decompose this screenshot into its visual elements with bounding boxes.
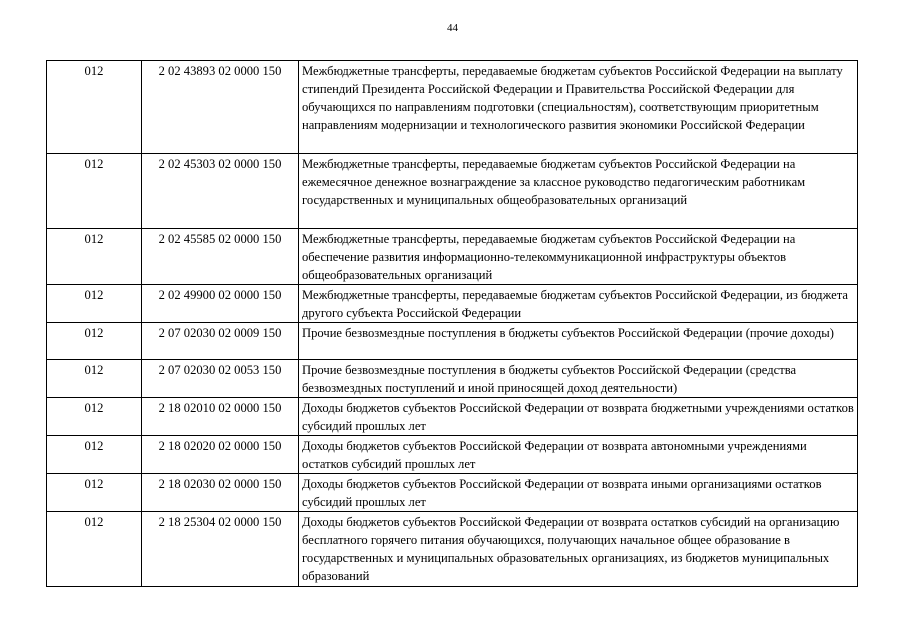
admin-code-cell: 012	[47, 285, 142, 323]
description-cell: Межбюджетные трансферты, передаваемые бюджетам субъектов Российской Федерации на выплату стипендий Президента Российской Федерации и Правительства Российской Федерации для обучающихся по направлениям подготовки (специальностям), соответствующим приоритетным направлениям модернизации и технологического развития экономики Российской Федерации	[299, 61, 858, 154]
table-row	[47, 323, 858, 360]
admin-code-cell: 012	[47, 61, 142, 154]
description-cell: Доходы бюджетов субъектов Российской Федерации от возврата остатков субсидий на организацию бесплатного горячего питания обучающихся, получающих начальное общее образование в государственных и муниципальных образовательных организациях, из бюджетов муниципальных образований	[299, 512, 858, 587]
table-row	[47, 474, 858, 512]
table-row	[47, 360, 858, 398]
kbk-code-cell: 2 07 02030 02 0053 150	[142, 360, 299, 398]
description-cell: Доходы бюджетов субъектов Российской Федерации от возврата автономными учреждениями остатков субсидий прошлых лет	[299, 436, 858, 474]
table-row	[47, 61, 858, 154]
page-number: 44	[447, 22, 458, 34]
admin-code-cell: 012	[47, 474, 142, 512]
table-row	[47, 154, 858, 229]
admin-code-cell: 012	[47, 398, 142, 436]
table-row	[47, 229, 858, 285]
kbk-code-cell: 2 18 02030 02 0000 150	[142, 474, 299, 512]
description-cell: Доходы бюджетов субъектов Российской Федерации от возврата бюджетными учреждениями остатков субсидий прошлых лет	[299, 398, 858, 436]
admin-code-cell: 012	[47, 512, 142, 587]
admin-code-cell: 012	[47, 229, 142, 285]
description-cell: Межбюджетные трансферты, передаваемые бюджетам субъектов Российской Федерации на ежемесячное денежное вознаграждение за классное руководство педагогическим работникам государственных и муниципальных общеобразовательных организаций	[299, 154, 858, 229]
table-row	[47, 285, 858, 323]
kbk-code-cell: 2 02 43893 02 0000 150	[142, 61, 299, 154]
kbk-code-cell: 2 07 02030 02 0009 150	[142, 323, 299, 360]
description-cell: Доходы бюджетов субъектов Российской Федерации от возврата иными организациями остатков субсидий прошлых лет	[299, 474, 858, 512]
description-cell: Межбюджетные трансферты, передаваемые бюджетам субъектов Российской Федерации, из бюджета другого субъекта Российской Федерации	[299, 285, 858, 323]
kbk-code-cell: 2 02 45303 02 0000 150	[142, 154, 299, 229]
table-row	[47, 436, 858, 474]
kbk-code-cell: 2 18 02010 02 0000 150	[142, 398, 299, 436]
description-cell: Прочие безвозмездные поступления в бюджеты субъектов Российской Федерации (средства безвозмездных поступлений и иной приносящей доход деятельности)	[299, 360, 858, 398]
admin-code-cell: 012	[47, 154, 142, 229]
table-row	[47, 512, 858, 587]
kbk-code-cell: 2 02 49900 02 0000 150	[142, 285, 299, 323]
admin-code-cell: 012	[47, 323, 142, 360]
kbk-code-cell: 2 02 45585 02 0000 150	[142, 229, 299, 285]
budget-classification-table	[46, 60, 858, 587]
description-cell: Прочие безвозмездные поступления в бюджеты субъектов Российской Федерации (прочие доходы)	[299, 323, 858, 360]
description-cell: Межбюджетные трансферты, передаваемые бюджетам субъектов Российской Федерации на обеспечение развития информационно-телекоммуникационной инфраструктуры объектов общеобразовательных организаций	[299, 229, 858, 285]
table-row	[47, 398, 858, 436]
admin-code-cell: 012	[47, 436, 142, 474]
kbk-code-cell: 2 18 25304 02 0000 150	[142, 512, 299, 587]
admin-code-cell: 012	[47, 360, 142, 398]
kbk-code-cell: 2 18 02020 02 0000 150	[142, 436, 299, 474]
